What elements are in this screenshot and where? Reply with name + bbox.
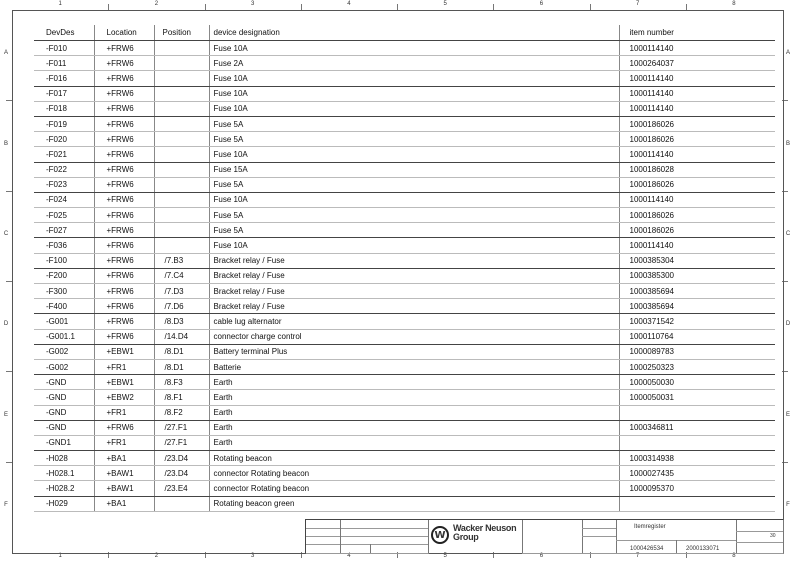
table-row	[34, 359, 775, 374]
cell-position	[154, 71, 209, 86]
cell-position	[154, 101, 209, 116]
cell-position	[154, 223, 209, 238]
cell-designation: Bracket relay / Fuse	[209, 284, 619, 299]
cell-designation: Rotating beacon green	[209, 496, 619, 511]
cell-devdes: -F018	[34, 101, 94, 116]
cell-designation: Battery terminal Plus	[209, 344, 619, 359]
cell-devdes: -G002	[34, 344, 94, 359]
table-row	[34, 466, 775, 481]
item-register-table	[34, 25, 775, 512]
cell-designation: Fuse 5A	[209, 223, 619, 238]
zone-column-label: 8	[732, 553, 736, 559]
cell-item-number: 1000114140	[619, 238, 775, 253]
cell-location: +EBW2	[94, 390, 154, 405]
cell-devdes: -H028.2	[34, 481, 94, 496]
cell-position: /27.F1	[154, 435, 209, 450]
column-header-devdes: DevDes	[34, 25, 94, 41]
cell-location: +FRW6	[94, 101, 154, 116]
table-row	[34, 420, 775, 435]
cell-designation: Fuse 2A	[209, 56, 619, 71]
tb-drawing-cell	[676, 540, 737, 554]
table-row	[34, 101, 775, 116]
tb-ref-cell	[616, 540, 677, 554]
cell-location: +EBW1	[94, 375, 154, 390]
tb-right-cell	[736, 542, 784, 554]
cell-location: +FRW6	[94, 268, 154, 283]
cell-item-number: 1000114140	[619, 192, 775, 207]
cell-position	[154, 496, 209, 511]
cell-item-number: 1000050030	[619, 375, 775, 390]
cell-item-number: 1000186026	[619, 132, 775, 147]
table-row	[34, 451, 775, 466]
table-row	[34, 329, 775, 344]
cell-location: +BA1	[94, 451, 154, 466]
company-name-line1: Wacker Neuson	[453, 523, 517, 533]
cell-position	[154, 192, 209, 207]
cell-designation: connector charge control	[209, 329, 619, 344]
cell-location: +FRW6	[94, 177, 154, 192]
zone-column-label: 7	[635, 553, 640, 559]
cell-designation: Fuse 15A	[209, 162, 619, 177]
cell-item-number: 1000186026	[619, 208, 775, 223]
table-row	[34, 147, 775, 162]
cell-position	[154, 86, 209, 101]
cell-designation: Fuse 5A	[209, 116, 619, 131]
cell-item-number: 1000385300	[619, 268, 775, 283]
cell-position: /23.E4	[154, 481, 209, 496]
cell-location: +FRW6	[94, 420, 154, 435]
cell-devdes: -F036	[34, 238, 94, 253]
table-row	[34, 223, 775, 238]
cell-position	[154, 238, 209, 253]
cell-position	[154, 177, 209, 192]
table-row	[34, 284, 775, 299]
cell-designation: Earth	[209, 390, 619, 405]
table-row	[34, 177, 775, 192]
table-row	[34, 314, 775, 329]
table-row	[34, 481, 775, 496]
ref-number: 1000426534	[630, 546, 664, 552]
table-row	[34, 435, 775, 450]
cell-location: +BA1	[94, 496, 154, 511]
cell-designation: Fuse 10A	[209, 238, 619, 253]
zone-column-label: 4	[347, 553, 351, 559]
cell-location: +FR1	[94, 435, 154, 450]
cell-devdes: -GND	[34, 390, 94, 405]
table-row	[34, 496, 775, 511]
cell-item-number: 1000050031	[619, 390, 775, 405]
zone-row-label: F	[4, 501, 8, 508]
table-header-row	[34, 25, 775, 41]
zone-column-label: 4	[347, 1, 351, 7]
cell-location: +BAW1	[94, 481, 154, 496]
wacker-neuson-logo-icon: W	[431, 526, 449, 544]
cell-location: +FRW6	[94, 238, 154, 253]
table-row	[34, 375, 775, 390]
cell-position: /7.B3	[154, 253, 209, 268]
cell-devdes: -F025	[34, 208, 94, 223]
cell-designation: Fuse 5A	[209, 177, 619, 192]
cell-designation: connector Rotating beacon	[209, 466, 619, 481]
cell-position	[154, 132, 209, 147]
table-row	[34, 268, 775, 283]
cell-devdes: -F019	[34, 116, 94, 131]
cell-position: /7.C4	[154, 268, 209, 283]
zone-column-label: 8	[732, 1, 736, 7]
cell-designation: Fuse 10A	[209, 147, 619, 162]
cell-designation: Fuse 10A	[209, 41, 619, 56]
cell-position: /8.D1	[154, 344, 209, 359]
table-row	[34, 162, 775, 177]
cell-position	[154, 56, 209, 71]
cell-position	[154, 208, 209, 223]
zone-column-label: 1	[58, 1, 62, 7]
table-row	[34, 56, 775, 71]
cell-devdes: -H029	[34, 496, 94, 511]
cell-designation: Bracket relay / Fuse	[209, 299, 619, 314]
cell-location: +FRW6	[94, 223, 154, 238]
zone-column-label: 5	[443, 553, 447, 559]
cell-item-number: 1000110764	[619, 329, 775, 344]
cell-item-number: 1000314938	[619, 451, 775, 466]
table-row	[34, 192, 775, 207]
cell-location: +BAW1	[94, 466, 154, 481]
cell-designation: Batterie	[209, 359, 619, 374]
table-row	[34, 86, 775, 101]
cell-location: +FRW6	[94, 299, 154, 314]
cell-devdes: -F010	[34, 41, 94, 56]
sheet-number: 30	[770, 533, 776, 539]
cell-devdes: -H028.1	[34, 466, 94, 481]
company-name-line2: Group	[453, 532, 479, 542]
zone-row-label: B	[785, 140, 790, 147]
cell-position	[154, 116, 209, 131]
cell-item-number: 1000371542	[619, 314, 775, 329]
cell-designation: Fuse 5A	[209, 208, 619, 223]
cell-devdes: -F024	[34, 192, 94, 207]
cell-devdes: -G001	[34, 314, 94, 329]
cell-devdes: -G002	[34, 359, 94, 374]
cell-devdes: -F021	[34, 147, 94, 162]
cell-devdes: -F100	[34, 253, 94, 268]
cell-item-number: 1000089783	[619, 344, 775, 359]
cell-item-number: 1000385694	[619, 284, 775, 299]
table-row	[34, 132, 775, 147]
cell-location: +FR1	[94, 405, 154, 420]
cell-location: +FRW6	[94, 192, 154, 207]
table-row	[34, 41, 775, 56]
cell-item-number: 1000250323	[619, 359, 775, 374]
table-row	[34, 253, 775, 268]
cell-location: +FRW6	[94, 86, 154, 101]
cell-position: /23.D4	[154, 466, 209, 481]
drawing-number: 2000133071	[686, 546, 720, 552]
zone-column-label: 5	[443, 1, 447, 7]
cell-devdes: -F016	[34, 71, 94, 86]
cell-designation: Fuse 10A	[209, 192, 619, 207]
zone-column-label: 1	[58, 553, 62, 559]
cell-location: +FRW6	[94, 284, 154, 299]
cell-devdes: -H028	[34, 451, 94, 466]
cell-item-number: 1000186026	[619, 177, 775, 192]
cell-item-number: 1000095370	[619, 481, 775, 496]
zone-indicator-top	[12, 0, 782, 10]
company-logo	[428, 520, 523, 553]
cell-location: +FR1	[94, 359, 154, 374]
cell-location: +FRW6	[94, 56, 154, 71]
table-row	[34, 344, 775, 359]
tb-value-cell	[370, 544, 429, 554]
cell-location: +FRW6	[94, 329, 154, 344]
cell-devdes: -F400	[34, 299, 94, 314]
cell-location: +FRW6	[94, 147, 154, 162]
tb-label-cell	[582, 536, 617, 554]
cell-designation: cable lug alternator	[209, 314, 619, 329]
zone-column-label: 6	[539, 1, 544, 7]
cell-designation: Bracket relay / Fuse	[209, 253, 619, 268]
cell-item-number: 1000114140	[619, 86, 775, 101]
cell-item-number: 1000186026	[619, 223, 775, 238]
cell-item-number: 1000186026	[619, 116, 775, 131]
cell-item-number: 1000385694	[619, 299, 775, 314]
cell-devdes: -G001.1	[34, 329, 94, 344]
cell-position: /8.F3	[154, 375, 209, 390]
zone-row-label: E	[785, 411, 790, 418]
cell-position: /8.D3	[154, 314, 209, 329]
cell-item-number	[619, 496, 775, 511]
table-row	[34, 71, 775, 86]
cell-item-number	[619, 405, 775, 420]
zone-row-label: D	[3, 321, 9, 328]
cell-position: /23.D4	[154, 451, 209, 466]
cell-location: +FRW6	[94, 162, 154, 177]
cell-location: +EBW1	[94, 344, 154, 359]
tb-label-cell	[306, 544, 341, 554]
cell-location: +FRW6	[94, 314, 154, 329]
cell-location: +FRW6	[94, 41, 154, 56]
column-header-item-number: item number	[619, 25, 775, 41]
cell-item-number	[619, 435, 775, 450]
zone-row-label: E	[3, 411, 8, 418]
column-header-position: Position	[154, 25, 209, 41]
cell-designation: Rotating beacon	[209, 451, 619, 466]
column-header-designation: device designation	[209, 25, 619, 41]
cell-item-number: 1000114140	[619, 101, 775, 116]
table-row	[34, 390, 775, 405]
cell-item-number: 1000114140	[619, 71, 775, 86]
cell-position: /8.F2	[154, 405, 209, 420]
cell-item-number: 1000346811	[619, 420, 775, 435]
cell-devdes: -F023	[34, 177, 94, 192]
cell-item-number: 1000385304	[619, 253, 775, 268]
cell-position: /7.D3	[154, 284, 209, 299]
cell-devdes: -F017	[34, 86, 94, 101]
zone-row-label: B	[3, 140, 8, 147]
zone-column-label: 3	[250, 553, 255, 559]
tb-title-cell	[616, 520, 737, 541]
cell-item-number: 1000264037	[619, 56, 775, 71]
table-row	[34, 116, 775, 131]
cell-item-number: 1000114140	[619, 41, 775, 56]
cell-location: +FRW6	[94, 116, 154, 131]
cell-designation: Earth	[209, 375, 619, 390]
cell-item-number: 1000027435	[619, 466, 775, 481]
cell-designation: Fuse 10A	[209, 71, 619, 86]
cell-devdes: -GND	[34, 405, 94, 420]
zone-row-label: A	[3, 50, 8, 57]
company-name	[453, 524, 516, 542]
cell-designation: Earth	[209, 405, 619, 420]
zone-column-label: 2	[154, 553, 159, 559]
cell-designation: Earth	[209, 435, 619, 450]
cell-designation: Fuse 10A	[209, 101, 619, 116]
table-row	[34, 208, 775, 223]
zone-column-label: 6	[539, 553, 544, 559]
cell-location: +FRW6	[94, 208, 154, 223]
zone-column-label: 7	[635, 1, 640, 7]
cell-position: /27.F1	[154, 420, 209, 435]
cell-designation: Fuse 10A	[209, 86, 619, 101]
cell-designation: Bracket relay / Fuse	[209, 268, 619, 283]
list-title: Itemregister	[634, 524, 666, 530]
zone-indicator-left	[0, 10, 12, 552]
cell-devdes: -F022	[34, 162, 94, 177]
cell-designation: Fuse 5A	[209, 132, 619, 147]
item-register-table-wrap	[34, 25, 775, 512]
cell-position	[154, 147, 209, 162]
cell-position	[154, 41, 209, 56]
cell-location: +FRW6	[94, 71, 154, 86]
zone-row-label: A	[785, 50, 790, 57]
title-block	[305, 519, 783, 553]
cell-location: +FRW6	[94, 132, 154, 147]
cell-devdes: -F200	[34, 268, 94, 283]
cell-devdes: -GND1	[34, 435, 94, 450]
cell-devdes: -GND	[34, 375, 94, 390]
cell-location: +FRW6	[94, 253, 154, 268]
table-row	[34, 238, 775, 253]
cell-devdes: -F011	[34, 56, 94, 71]
cell-position: /14.D4	[154, 329, 209, 344]
zone-row-label: C	[785, 230, 791, 237]
cell-item-number: 1000186028	[619, 162, 775, 177]
cell-designation: connector Rotating beacon	[209, 481, 619, 496]
zone-row-label: C	[3, 230, 9, 237]
cell-position: /8.D1	[154, 359, 209, 374]
cell-devdes: -F020	[34, 132, 94, 147]
zone-row-label: D	[785, 321, 791, 328]
cell-position	[154, 162, 209, 177]
cell-position: /8.F1	[154, 390, 209, 405]
zone-column-label: 3	[250, 1, 255, 7]
cell-position: /7.D6	[154, 299, 209, 314]
cell-designation: Earth	[209, 420, 619, 435]
table-row	[34, 405, 775, 420]
cell-devdes: -F027	[34, 223, 94, 238]
tb-notes-cell	[522, 520, 583, 554]
zone-column-label: 2	[154, 1, 159, 7]
cell-devdes: -GND	[34, 420, 94, 435]
tb-value-cell	[340, 544, 371, 554]
table-row	[34, 299, 775, 314]
column-header-location: Location	[94, 25, 154, 41]
cell-item-number: 1000114140	[619, 147, 775, 162]
zone-row-label: F	[786, 501, 790, 508]
cell-devdes: -F300	[34, 284, 94, 299]
